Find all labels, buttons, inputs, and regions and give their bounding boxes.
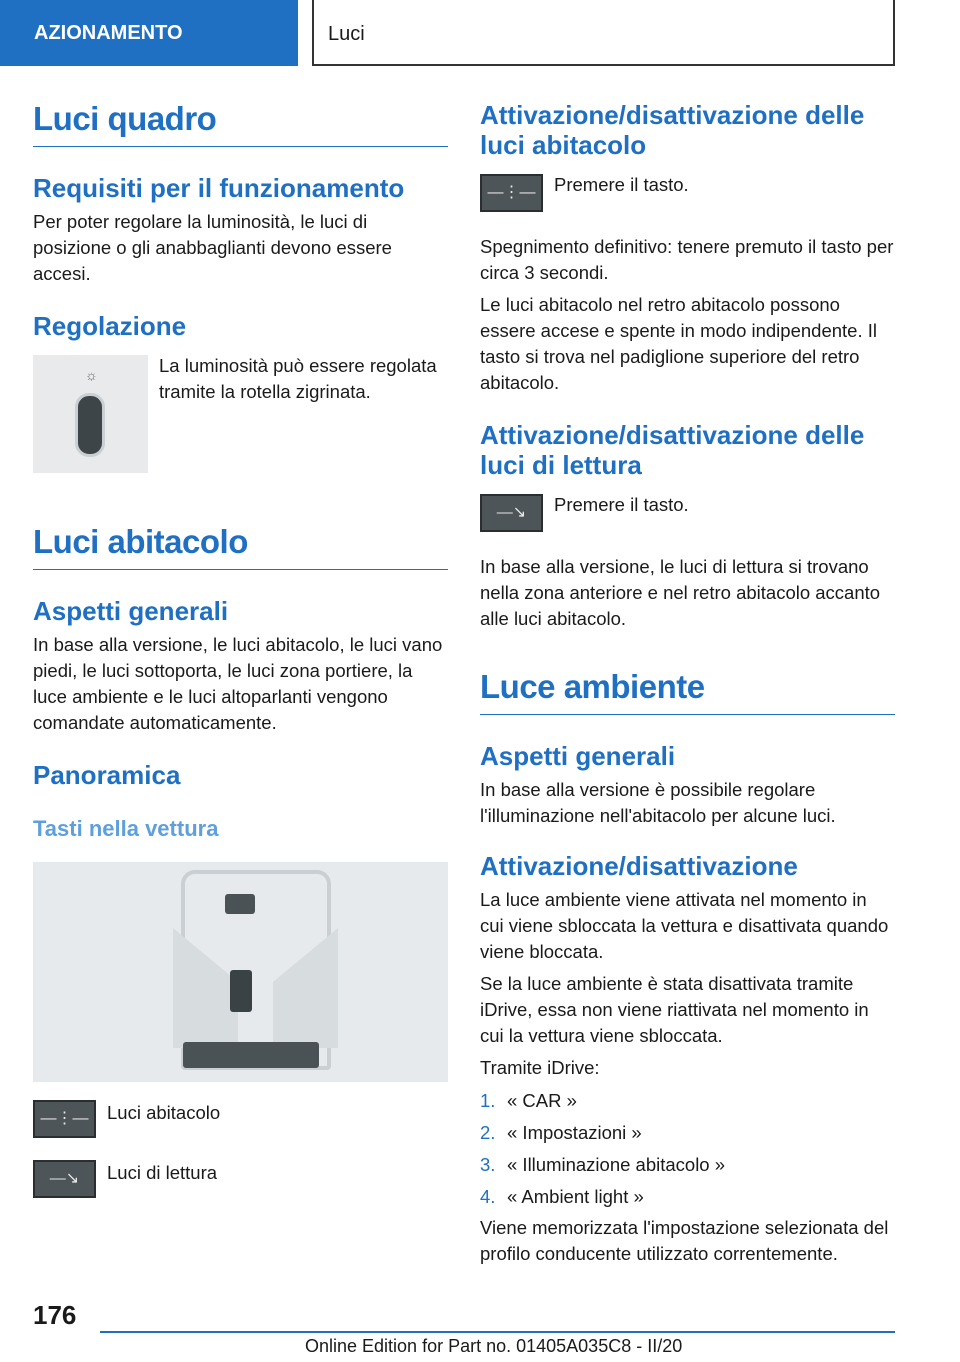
text-memorizzata: Viene memorizzata l'impostazione selezionata del profilo conducente utilizzato correntemente. [480, 1217, 889, 1264]
cabin-light-icon: —⋮— [40, 1110, 89, 1127]
light-button-bar [183, 1042, 319, 1068]
heading-requisiti: Requisiti per il funzionamento [33, 173, 405, 203]
page-number: 176 [33, 1300, 77, 1330]
heading-att-abitacolo: Attivazione/disattivazione delle luci abitacolo [480, 100, 865, 160]
list-item: 3. « Illuminazione abitacolo » [480, 1154, 726, 1175]
regolazione-block [33, 353, 448, 483]
heading-aspetti-generali-2: Aspetti generali [480, 741, 676, 771]
reading-light-button [33, 1160, 96, 1198]
text-lettura: In base alla versione, le luci di lettura si trovano nella zona anteriore e nel retro abitacolo accanto alle luci abitacolo. [480, 556, 881, 629]
text-premere-1: Premere il tasto. [554, 174, 689, 195]
roof-console-image [33, 862, 448, 1082]
text-premere-2: Premere il tasto. [554, 494, 689, 515]
text-attivazione-1: La luce ambiente viene attivata nel momento in cui viene sbloccata la vettura e disattivata quando viene bloccata. [480, 889, 889, 962]
topic-header: Luci [312, 0, 895, 66]
footer-divider [100, 1331, 895, 1333]
legend-row-2 [33, 1160, 448, 1220]
heading-regolazione: Regolazione [33, 311, 187, 341]
heading-luce-ambiente: Luce ambiente [480, 668, 895, 715]
legend-reading-light: Luci di lettura [107, 1162, 218, 1183]
dimmer-icon: ☼ [85, 367, 98, 383]
list-item: 2. « Impostazioni » [480, 1122, 642, 1143]
premere-row-1 [480, 174, 895, 234]
reading-light-button-2 [480, 494, 543, 532]
text-requisiti: Per poter regolare la luminosità, le luci di posizione o gli anabbaglianti devono essere accesi. [33, 211, 392, 284]
text-aspetti-generali-2: In base alla versione è possibile regolare l'illuminazione nell'abitacolo per alcune luci. [480, 779, 836, 826]
knurled-wheel [75, 393, 105, 457]
heading-attivazione: Attivazione/disattivazione [480, 851, 798, 881]
premere-row-2 [480, 494, 895, 554]
legend-row-1 [33, 1100, 448, 1160]
text-attivazione-2: Se la luce ambiente è stata disattivata tramite iDrive, essa non viene riattivata nel momento in cui la vettura viene sbloccata. [480, 973, 869, 1046]
cabin-light-icon: —⋮— [487, 184, 536, 201]
text-aspetti-generali: In base alla versione, le luci abitacolo, le luci vano piedi, le luci sottoporta, le luci zona portiere, la luce ambiente e le luci altoparlanti vengono comandate automaticamente. [33, 634, 443, 733]
text-regolazione: La luminosità può essere regolata tramite la rotella zigrinata. [159, 355, 437, 402]
heading-tasti: Tasti nella vettura [33, 816, 219, 841]
cabin-light-button-2 [480, 174, 543, 212]
heading-luci-abitacolo: Luci abitacolo [33, 523, 448, 570]
heading-panoramica: Panoramica [33, 760, 181, 790]
reading-light-icon: —↘ [496, 504, 527, 521]
heading-aspetti-generali: Aspetti generali [33, 596, 229, 626]
text-retro: Le luci abitacolo nel retro abitacolo possono essere accese e spente in modo indipendente. Il tasto si trova nel padiglione superiore del retro abitacolo. [480, 294, 877, 393]
heading-att-lettura: Attivazione/disattivazione delle luci di lettura [480, 420, 865, 480]
reading-light-icon: —↘ [49, 1170, 80, 1187]
left-column [33, 100, 448, 1220]
sos-button [225, 894, 255, 914]
heading-luci-quadro: Luci quadro [33, 100, 448, 147]
right-column [480, 100, 895, 1267]
cabin-light-button [33, 1100, 96, 1138]
section-tab: AZIONAMENTO [0, 0, 298, 66]
text-tramite: Tramite iDrive: [480, 1057, 600, 1078]
legend-cabin-light: Luci abitacolo [107, 1102, 221, 1123]
footer-edition: Online Edition for Part no. 01405A035C8 - II/20 [305, 1336, 683, 1356]
idrive-steps [480, 1085, 895, 1213]
text-spegnimento: Spegnimento definitivo: tenere premuto il tasto per circa 3 secondi. [480, 236, 894, 283]
center-buttons [230, 970, 252, 1012]
dimmer-wheel-image [33, 355, 148, 473]
list-item: 1. « CAR » [480, 1090, 577, 1111]
list-item: 4. « Ambient light » [480, 1186, 644, 1207]
